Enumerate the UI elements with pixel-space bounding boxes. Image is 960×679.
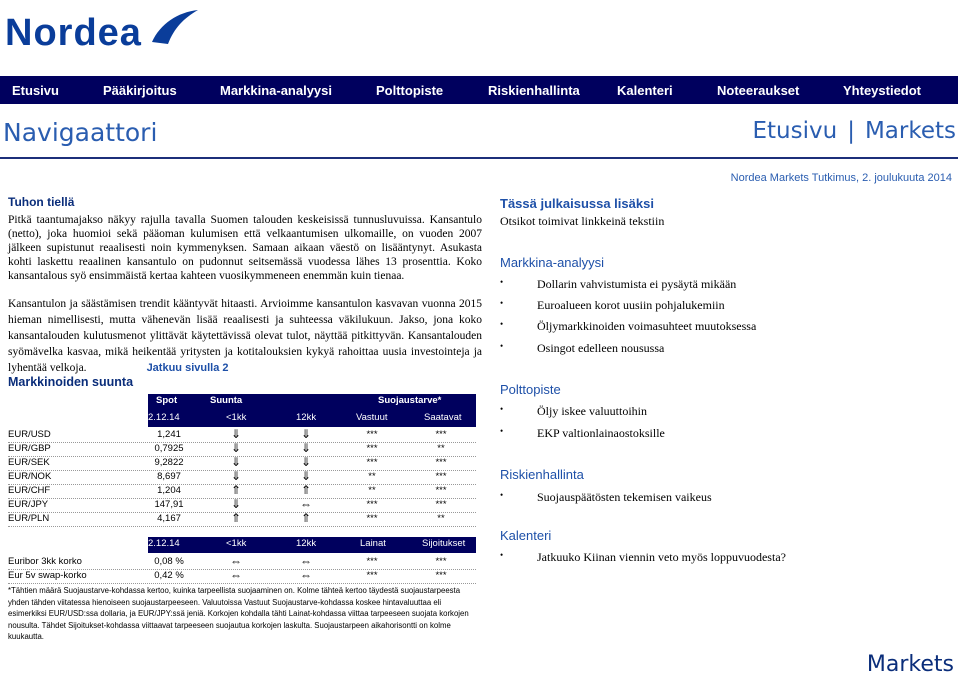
direction-arrow-icon: ⇓ [230,441,242,455]
cell-spot: 0,08 % [154,556,184,567]
direction-arrow-icon: ⇑ [300,511,312,525]
cell-s1: ** [368,471,376,482]
cell-spot: 8,697 [157,471,181,482]
nav-noteeraukset[interactable]: Noteeraukset [717,82,800,98]
nordea-logo[interactable]: Nordea [5,12,142,54]
ka-link[interactable]: Jatkuuko Kiinan viennin veto myös loppuvuodesta? [537,550,786,564]
bullet: • [500,341,504,351]
more-heading: Tässä julkaisussa lisäksi [500,196,654,211]
cell-spot: 1,241 [157,429,181,440]
table-row [8,470,476,485]
row-label: Eur 5v swap-korko [8,570,87,581]
table-row [8,428,476,443]
cell-s2: *** [435,471,447,482]
direction-arrow-icon: ⇓ [230,455,242,469]
row-label: EUR/GBP [8,443,51,454]
section-polttopiste[interactable]: Polttopiste [500,382,561,397]
bullet: • [500,277,504,287]
table-row [8,456,476,471]
bullet: • [500,490,504,500]
cell-s1: *** [366,499,378,510]
cell-s2: ** [437,443,445,454]
direction-arrow-icon: ⇔ [230,568,242,582]
sub-saatavat: Saatavat [424,412,462,423]
cell-spot: 1,204 [157,485,181,496]
sub2-date: 2.12.14 [148,538,180,549]
sub2-lainat: Lainat [360,538,386,549]
page-title: Navigaattori [3,118,158,147]
bullet: • [500,404,504,414]
sub-date: 2.12.14 [148,412,180,423]
row-label: Euribor 3kk korko [8,556,82,567]
nav-yhteystiedot[interactable]: Yhteystiedot [843,82,922,98]
row-label: EUR/NOK [8,471,52,482]
cell-s1: *** [366,513,378,524]
col-spot: Spot [156,395,178,406]
main-nav [0,76,958,104]
table-subheader-rates [148,537,476,553]
table-row [8,555,476,570]
ma-link[interactable]: Öljymarkkinoiden voimasuhteet muutoksessa [537,319,757,333]
breadcrumb [753,118,957,144]
nav-markkina-analyysi[interactable]: Markkina-analyysi [220,82,333,98]
bullet: • [500,550,504,560]
col-suojaustarve: Suojaustarve* [378,395,442,406]
cell-spot: 9,2822 [154,457,184,468]
sub-1kk: <1kk [226,412,247,423]
direction-arrow-icon: ⇓ [300,427,312,441]
direction-arrow-icon: ⇓ [230,497,242,511]
section-markkina-analyysi[interactable]: Markkina-analyysi [500,255,605,270]
direction-arrow-icon: ⇑ [230,511,242,525]
direction-arrow-icon: ⇓ [230,427,242,441]
row-label: EUR/PLN [8,513,50,524]
article-heading: Tuhon tiellä [8,195,75,209]
cell-spot: 0,7925 [154,443,184,454]
col-suunta: Suunta [210,395,243,406]
crumb-separator: | [847,118,855,144]
nav-paakirjoitus[interactable]: Pääkirjoitus [103,82,177,98]
ma-link[interactable]: Osingot edelleen nousussa [537,341,665,355]
direction-arrow-icon: ⇔ [300,568,312,582]
direction-arrow-icon: ⇓ [300,455,312,469]
row-label: EUR/USD [8,429,51,440]
bullet: • [500,298,504,308]
cell-s2: *** [435,457,447,468]
direction-arrow-icon: ⇔ [300,554,312,568]
cell-s2: *** [435,499,447,510]
table-heading: Markkinoiden suunta [8,375,134,389]
table-row [8,442,476,457]
direction-arrow-icon: ⇓ [300,441,312,455]
more-subheading: Otsikot toimivat linkkeinä tekstiin [500,214,665,228]
nav-riskienhallinta[interactable]: Riskienhallinta [488,82,580,98]
cell-s1: *** [366,429,378,440]
article-paragraph-2-text: Kansantulon ja säästämisen trendit kääntyvät hitaasti. Arvioimme kansantulon kasvavan vuonna 2015 hieman nimellisesti, mutta vähenevän lisää reaalisesti ja suhteessa väkilukuun. Jakso, jona koko kansantalouden kulutusmenot ylittävät käytettävissä olevat tulot, näyttää pitkittyvän. Kansantalouden syömävelka kasvaa, mikä heikentää yritysten ja kotitalouksien kykyä rahoittaa uusia investointeja ja lyhentää velkoja. [8,298,482,374]
sub-vastuut: Vastuut [356,412,388,423]
cell-s1: *** [366,556,378,567]
rh-link[interactable]: Suojauspäätösten tekemisen vaikeus [537,490,712,504]
table-row [8,484,476,499]
nordea-wave-icon [148,4,202,46]
table-header [148,394,476,411]
direction-arrow-icon: ⇓ [300,469,312,483]
table-row [8,569,476,584]
sub-12kk: 12kk [296,412,317,423]
cell-s1: *** [366,443,378,454]
crumb-markets[interactable]: Markets [864,118,956,144]
header-divider [0,157,958,159]
row-label: EUR/SEK [8,457,50,468]
cell-spot: 0,42 % [154,570,184,581]
sub2-12kk: 12kk [296,538,317,549]
cell-s1: *** [366,457,378,468]
table-row [8,512,476,527]
nav-polttopiste[interactable]: Polttopiste [376,82,444,98]
cell-s2: ** [437,513,445,524]
row-label: EUR/JPY [8,499,49,510]
direction-arrow-icon: ⇓ [230,469,242,483]
dateline: Nordea Markets Tutkimus, 2. joulukuuta 2014 [730,172,952,184]
table-subheader [148,411,476,427]
sub2-sijoitukset: Sijoitukset [422,538,466,549]
cell-s1: *** [366,570,378,581]
crumb-etusivu[interactable]: Etusivu [752,118,838,144]
pp-link[interactable]: EKP valtionlainaostoksille [537,426,665,440]
markets-logo: Markets [866,652,954,677]
cell-spot: 4,167 [157,513,181,524]
bullet: • [500,319,504,329]
ma-link[interactable]: Dollarin vahvistumista ei pysäytä mikään [537,277,737,291]
direction-arrow-icon: ⇔ [230,554,242,568]
direction-arrow-icon: ⇑ [230,483,242,497]
cell-s1: ** [368,485,376,496]
cell-s2: *** [435,485,447,496]
nav-etusivu[interactable]: Etusivu [12,82,59,98]
cell-s2: *** [435,429,447,440]
article-paragraph-2 [8,296,482,376]
cell-spot: 147,91 [154,499,184,510]
section-kalenteri[interactable]: Kalenteri [500,528,552,543]
article-paragraph-1: Pitkä taantumajakso näkyy rajulla tavalla Suomen talouden keskeisissä tunnusluvuissa. Kansantulo (netto), joka huomioi sekä pääoman kulumisen että velkaantumisen ulkomaille, on vuoden 2007 jälkeen supistunut reaalisesti noin kymmenyksen. Samaan aikaan väestö on lisääntynyt. Asukasta kohti laskettu reaalinen kansantulo on pudonnut seitsemässä vuodessa lähes 13 prosenttia. Koko kansantalous syö ensimmäistä kertaa kahteen vuosikymmeneen enemmän kuin tienaa. [8,214,482,282]
nav-kalenteri[interactable]: Kalenteri [617,82,673,98]
table-row [8,498,476,513]
bullet: • [500,426,504,436]
section-riskienhallinta[interactable]: Riskienhallinta [500,467,584,482]
table-footnote: *Tähtien määrä Suojaustarve-kohdassa kertoo, kuinka tarpeellista suojaaminen on. Kolme tähteä kertoo täydestä suojaustarpeesta yhden tähden viitatessa hienoiseen suojaustarpeeseen. Valuutoissa Vastuut Suojaustarve-kohdassa koskee hintavaluuttaa eli esimerkiksi EUR/USD:ssa dollaria, ja EUR/JPY:ssä jeniä. Korkojen kohdalla tähti Lainat-kohdassa viittaa tarpeeseen suojata korkojen nousulta. Tähdet Sijoitukset-kohdassa viittaavat tarpeeseen suojautua korkojen laskulta. Suojaustarpeen aikahorisontti on kolme kuukautta. [8,586,469,641]
direction-arrow-icon: ⇔ [300,497,312,511]
row-label: EUR/CHF [8,485,51,496]
sub2-1kk: <1kk [226,538,247,549]
ma-link[interactable]: Euroalueen korot uusiin pohjalukemiin [537,298,725,312]
cell-s2: *** [435,556,447,567]
cell-s2: *** [435,570,447,581]
direction-arrow-icon: ⇑ [300,483,312,497]
pp-link[interactable]: Öljy iskee valuuttoihin [537,404,647,418]
continue-link[interactable]: Jatkuu sivulla 2 [146,362,229,374]
